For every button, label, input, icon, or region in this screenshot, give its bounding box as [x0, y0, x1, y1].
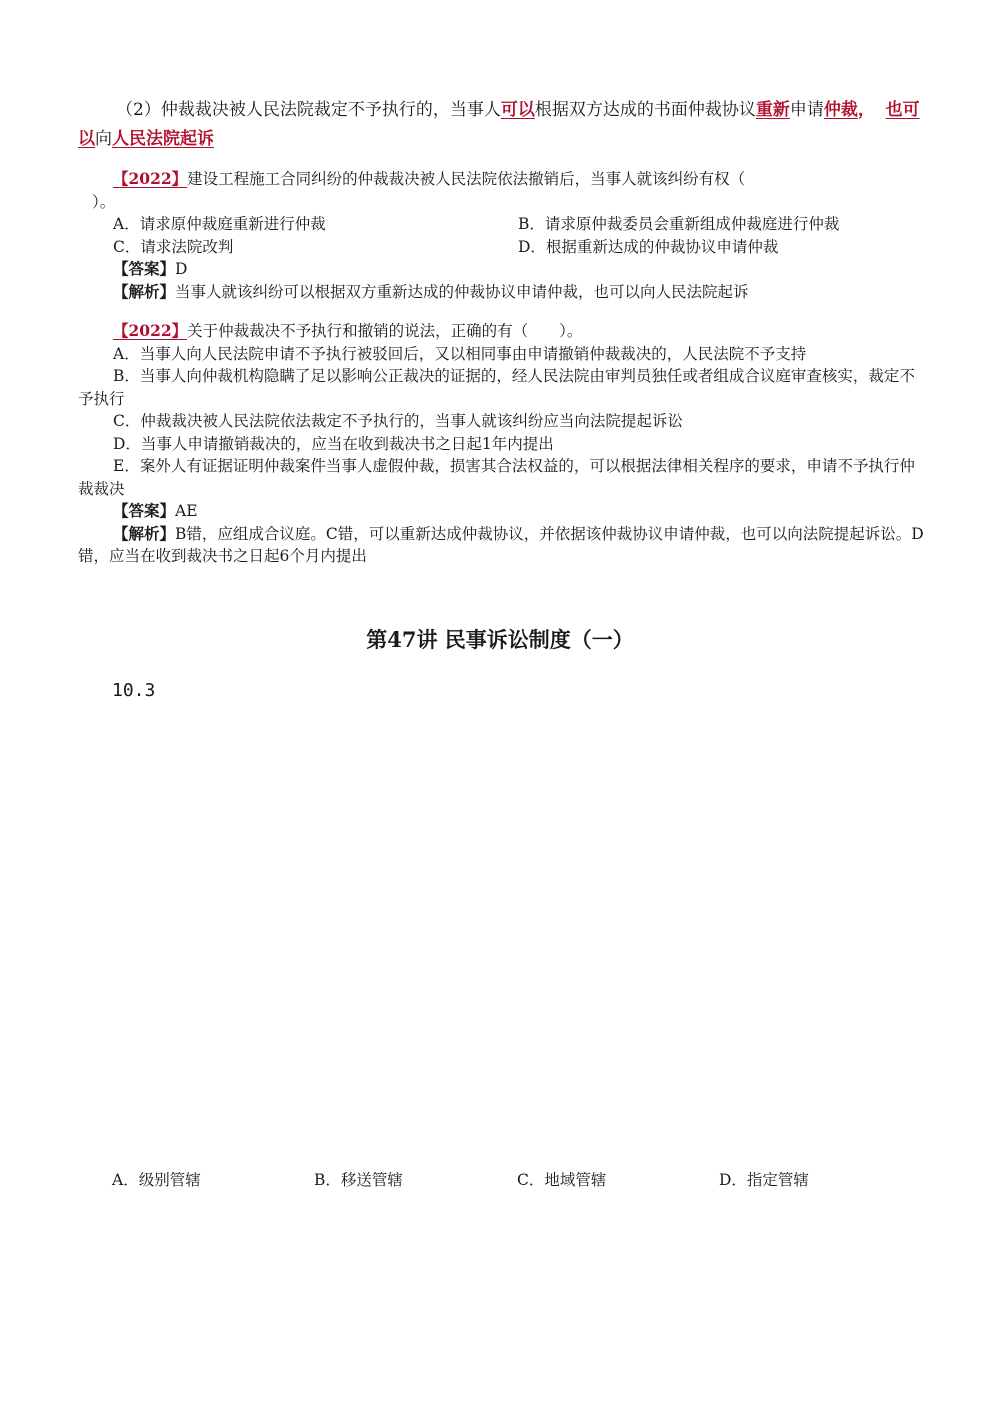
intro-text: 根据双方达成的书面仲裁协议	[534, 100, 756, 120]
stem-end-text: ）。	[92, 192, 116, 211]
option-c: C．仲裁裁决被人民法院依法裁定不予执行的，当事人就该纠纷应当向法院提起诉讼	[113, 412, 683, 430]
intro-comma: ，	[857, 100, 875, 120]
option-d: D．根据重新达成的仲裁协议申请仲裁	[518, 237, 779, 256]
analysis-text: 当事人就该纠纷可以根据双方重新达成的仲裁协议申请仲裁，也可以向人民法院起诉	[175, 282, 749, 301]
question-2-stem	[78, 320, 928, 343]
question-1-answer	[78, 258, 928, 281]
answer-value: D	[175, 260, 188, 278]
section-reference: 10.3	[112, 680, 156, 701]
answer-value: AE	[175, 502, 198, 520]
analysis-label: 【解析】	[113, 523, 176, 543]
option-d: D．当事人申请撤销裁决的，应当在收到裁决书之日起1年内提出	[113, 434, 554, 453]
option-c: C．请求法院改判	[113, 237, 234, 256]
option-b: B．当事人向仲裁机构隐瞒了足以影响公正裁决的证据的，经人民法院由审判员独任或者组成合议庭审查核实，裁定不予执行	[78, 367, 915, 408]
analysis-text: B错，应组成合议庭。C错，可以重新达成仲裁协议，并依据该仲裁协议申请仲裁，也可以向法院提起诉讼。D错，应当在收到裁决书之日起6个月内提出	[78, 524, 924, 565]
question-1	[78, 168, 928, 303]
option-b: B．移送管辖	[314, 1171, 403, 1189]
stem-text: 关于仲裁裁决不予执行和撤销的说法，正确的有（ ）。	[187, 322, 583, 340]
question-2-answer	[78, 500, 928, 523]
section-title: 第47讲 民事诉讼制度（一）	[366, 627, 634, 652]
option-a: A．级别管辖	[112, 1171, 201, 1189]
question-2-analysis	[78, 523, 928, 568]
highlight-yekeyi: 也可以	[78, 100, 920, 149]
question-1-options-row-2	[78, 236, 928, 259]
question-1-stem-end	[78, 191, 928, 214]
option-d: D．指定管辖	[719, 1171, 809, 1189]
intro-paragraph	[78, 96, 928, 154]
option-a: A．请求原仲裁庭重新进行仲裁	[113, 215, 326, 233]
option-c: C．地域管辖	[517, 1171, 607, 1189]
stem-text: 建设工程施工合同纠纷的仲裁裁决被人民法院依法撤销后，当事人就该纠纷有权（	[187, 170, 746, 188]
highlight-chongxin: 重新	[755, 100, 790, 120]
question-2	[78, 320, 928, 568]
option-e: E．案外人有证据证明仲裁案件当事人虚假仲裁，损害其合法权益的，可以根据法律相关程序的要求，申请不予执行仲裁裁决	[78, 457, 915, 498]
analysis-label: 【解析】	[113, 281, 176, 301]
answer-label: 【答案】	[113, 259, 176, 278]
year-tag: 【2022】	[113, 169, 188, 188]
answer-label: 【答案】	[113, 501, 176, 520]
question-1-options-row-1	[78, 213, 928, 236]
question-1-stem	[78, 168, 928, 191]
intro-text: 向	[95, 129, 112, 149]
option-a: A．当事人向人民法院申请不予执行被驳回后，又以相同事由申请撤销仲裁裁决的，人民法院不予支持	[113, 344, 807, 363]
intro-text: 申请	[789, 100, 824, 120]
highlight-keli: 可以	[500, 100, 535, 120]
question-1-analysis	[78, 281, 928, 304]
highlight-zhongcai: 仲裁	[823, 100, 858, 120]
year-tag: 【2022】	[113, 321, 188, 340]
intro-text: （2）仲裁裁决被人民法院裁定不予执行的，当事人	[116, 100, 501, 120]
option-b: B．请求原仲裁委员会重新组成仲裁庭进行仲裁	[518, 215, 840, 233]
highlight-fayuan-qisu: 人民法院起诉	[112, 129, 214, 149]
